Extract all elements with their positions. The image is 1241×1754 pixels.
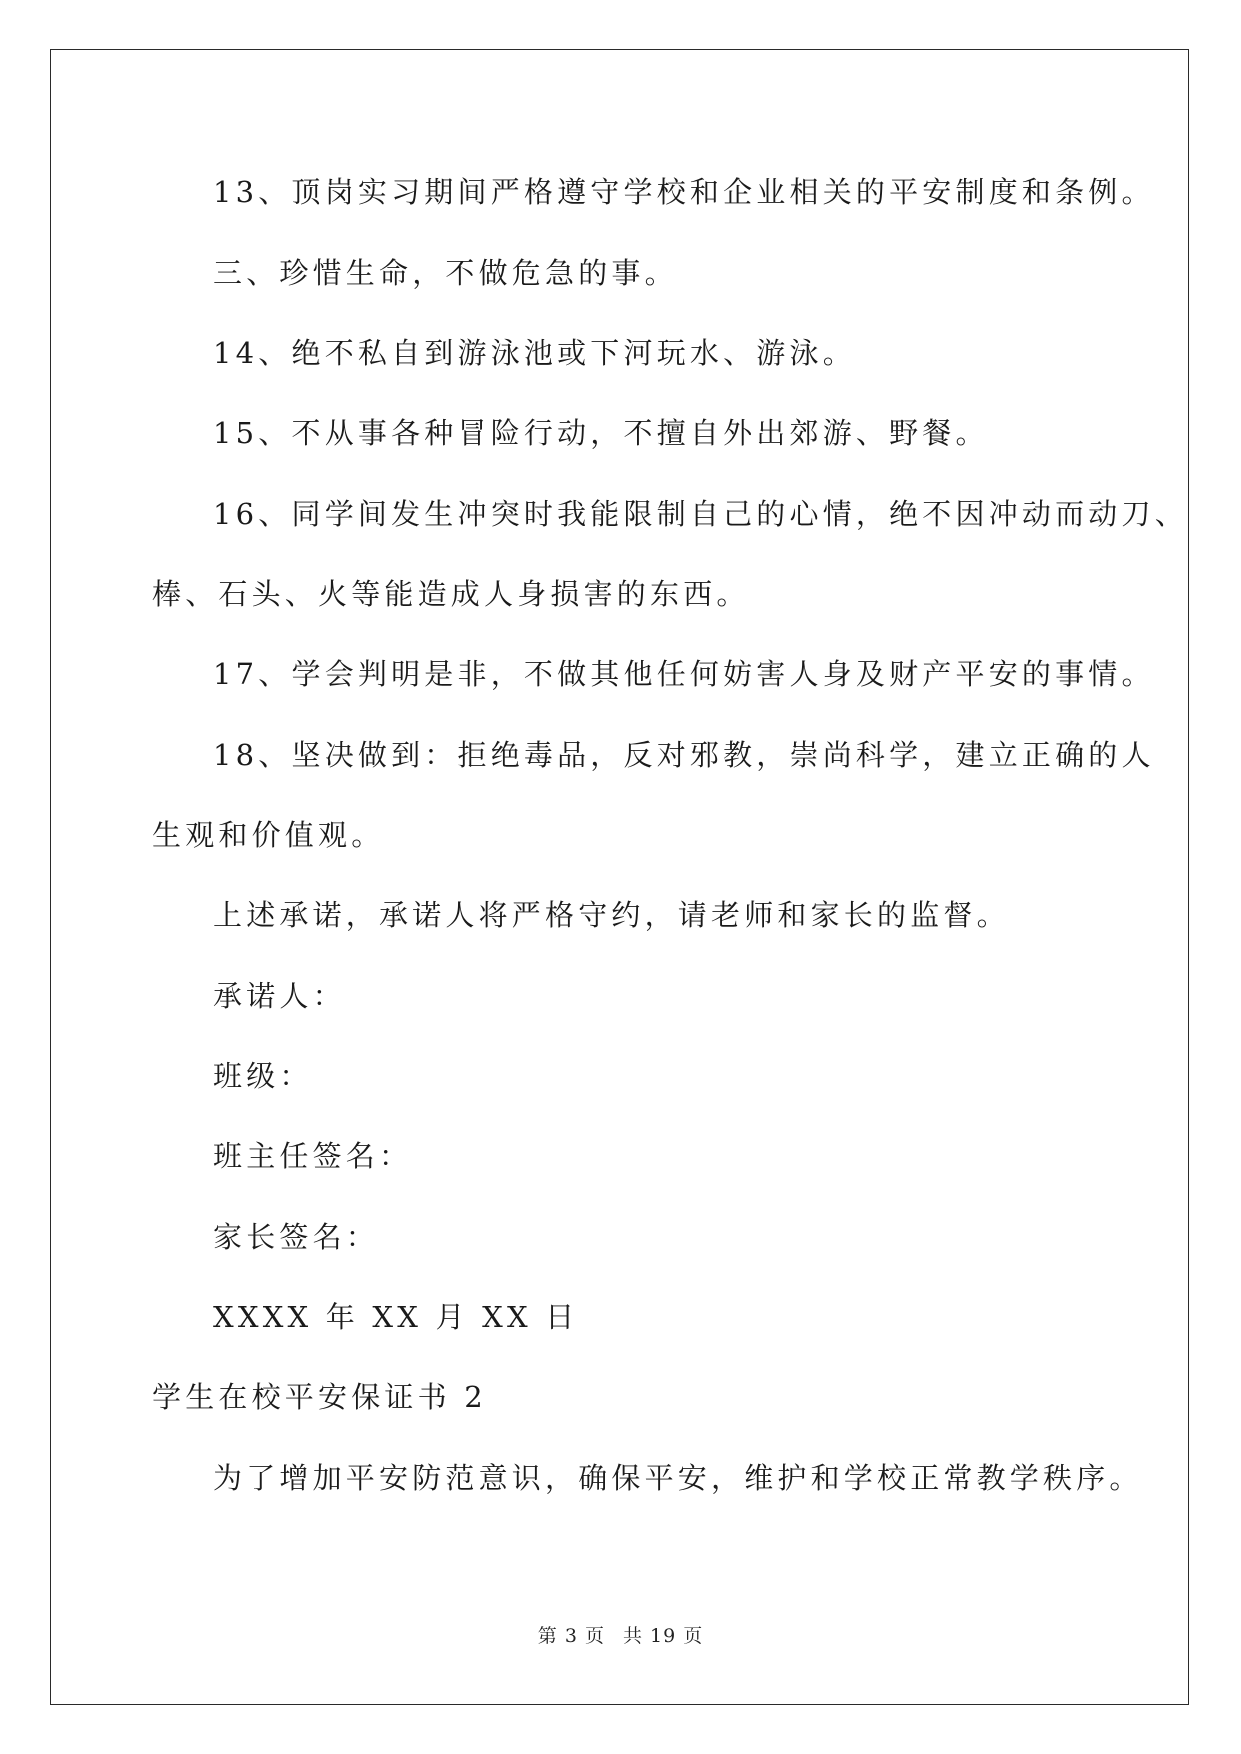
clause-16-line-2: 棒、石头、火等能造成人身损害的东西。 bbox=[152, 577, 750, 611]
page-border bbox=[50, 49, 1189, 1705]
teacher-signature-label: 班主任签名： bbox=[213, 1139, 413, 1173]
clause-15: 15、不从事各种冒险行动，不擅自外出郊游、野餐。 bbox=[213, 416, 989, 450]
clause-18-line-1: 18、坚决做到：拒绝毒品，反对邪教，崇尚科学，建立正确的人 bbox=[213, 738, 1155, 772]
clause-13: 13、顶岗实习期间严格遵守学校和企业相关的平安制度和条例。 bbox=[213, 175, 1155, 209]
promisor-label: 承诺人： bbox=[213, 979, 346, 1013]
page-total: 共 19 页 bbox=[622, 1625, 704, 1647]
clause-17: 17、学会判明是非，不做其他任何妨害人身及财产平安的事情。 bbox=[213, 657, 1155, 691]
parent-signature-label: 家长签名： bbox=[213, 1220, 380, 1254]
clause-14: 14、绝不私自到游泳池或下河玩水、游泳。 bbox=[213, 336, 856, 370]
page-number: 第 3 页 bbox=[537, 1625, 605, 1647]
clause-18-line-2: 生观和价值观。 bbox=[152, 818, 385, 852]
date-line: XXXX 年 XX 月 XX 日 bbox=[213, 1300, 579, 1334]
page-footer bbox=[0, 1624, 1241, 1648]
clause-16-line-1: 16、同学间发生冲突时我能限制自己的心情，绝不因冲动而动刀、 bbox=[213, 497, 1188, 531]
intro-paragraph: 为了增加平安防范意识，确保平安，维护和学校正常教学秩序。 bbox=[213, 1461, 1143, 1495]
section-title: 学生在校平安保证书 2 bbox=[152, 1380, 487, 1414]
section-three-heading: 三、珍惜生命，不做危急的事。 bbox=[213, 256, 678, 290]
class-label: 班级： bbox=[213, 1059, 313, 1093]
commitment-statement: 上述承诺，承诺人将严格守约，请老师和家长的监督。 bbox=[213, 898, 1010, 932]
